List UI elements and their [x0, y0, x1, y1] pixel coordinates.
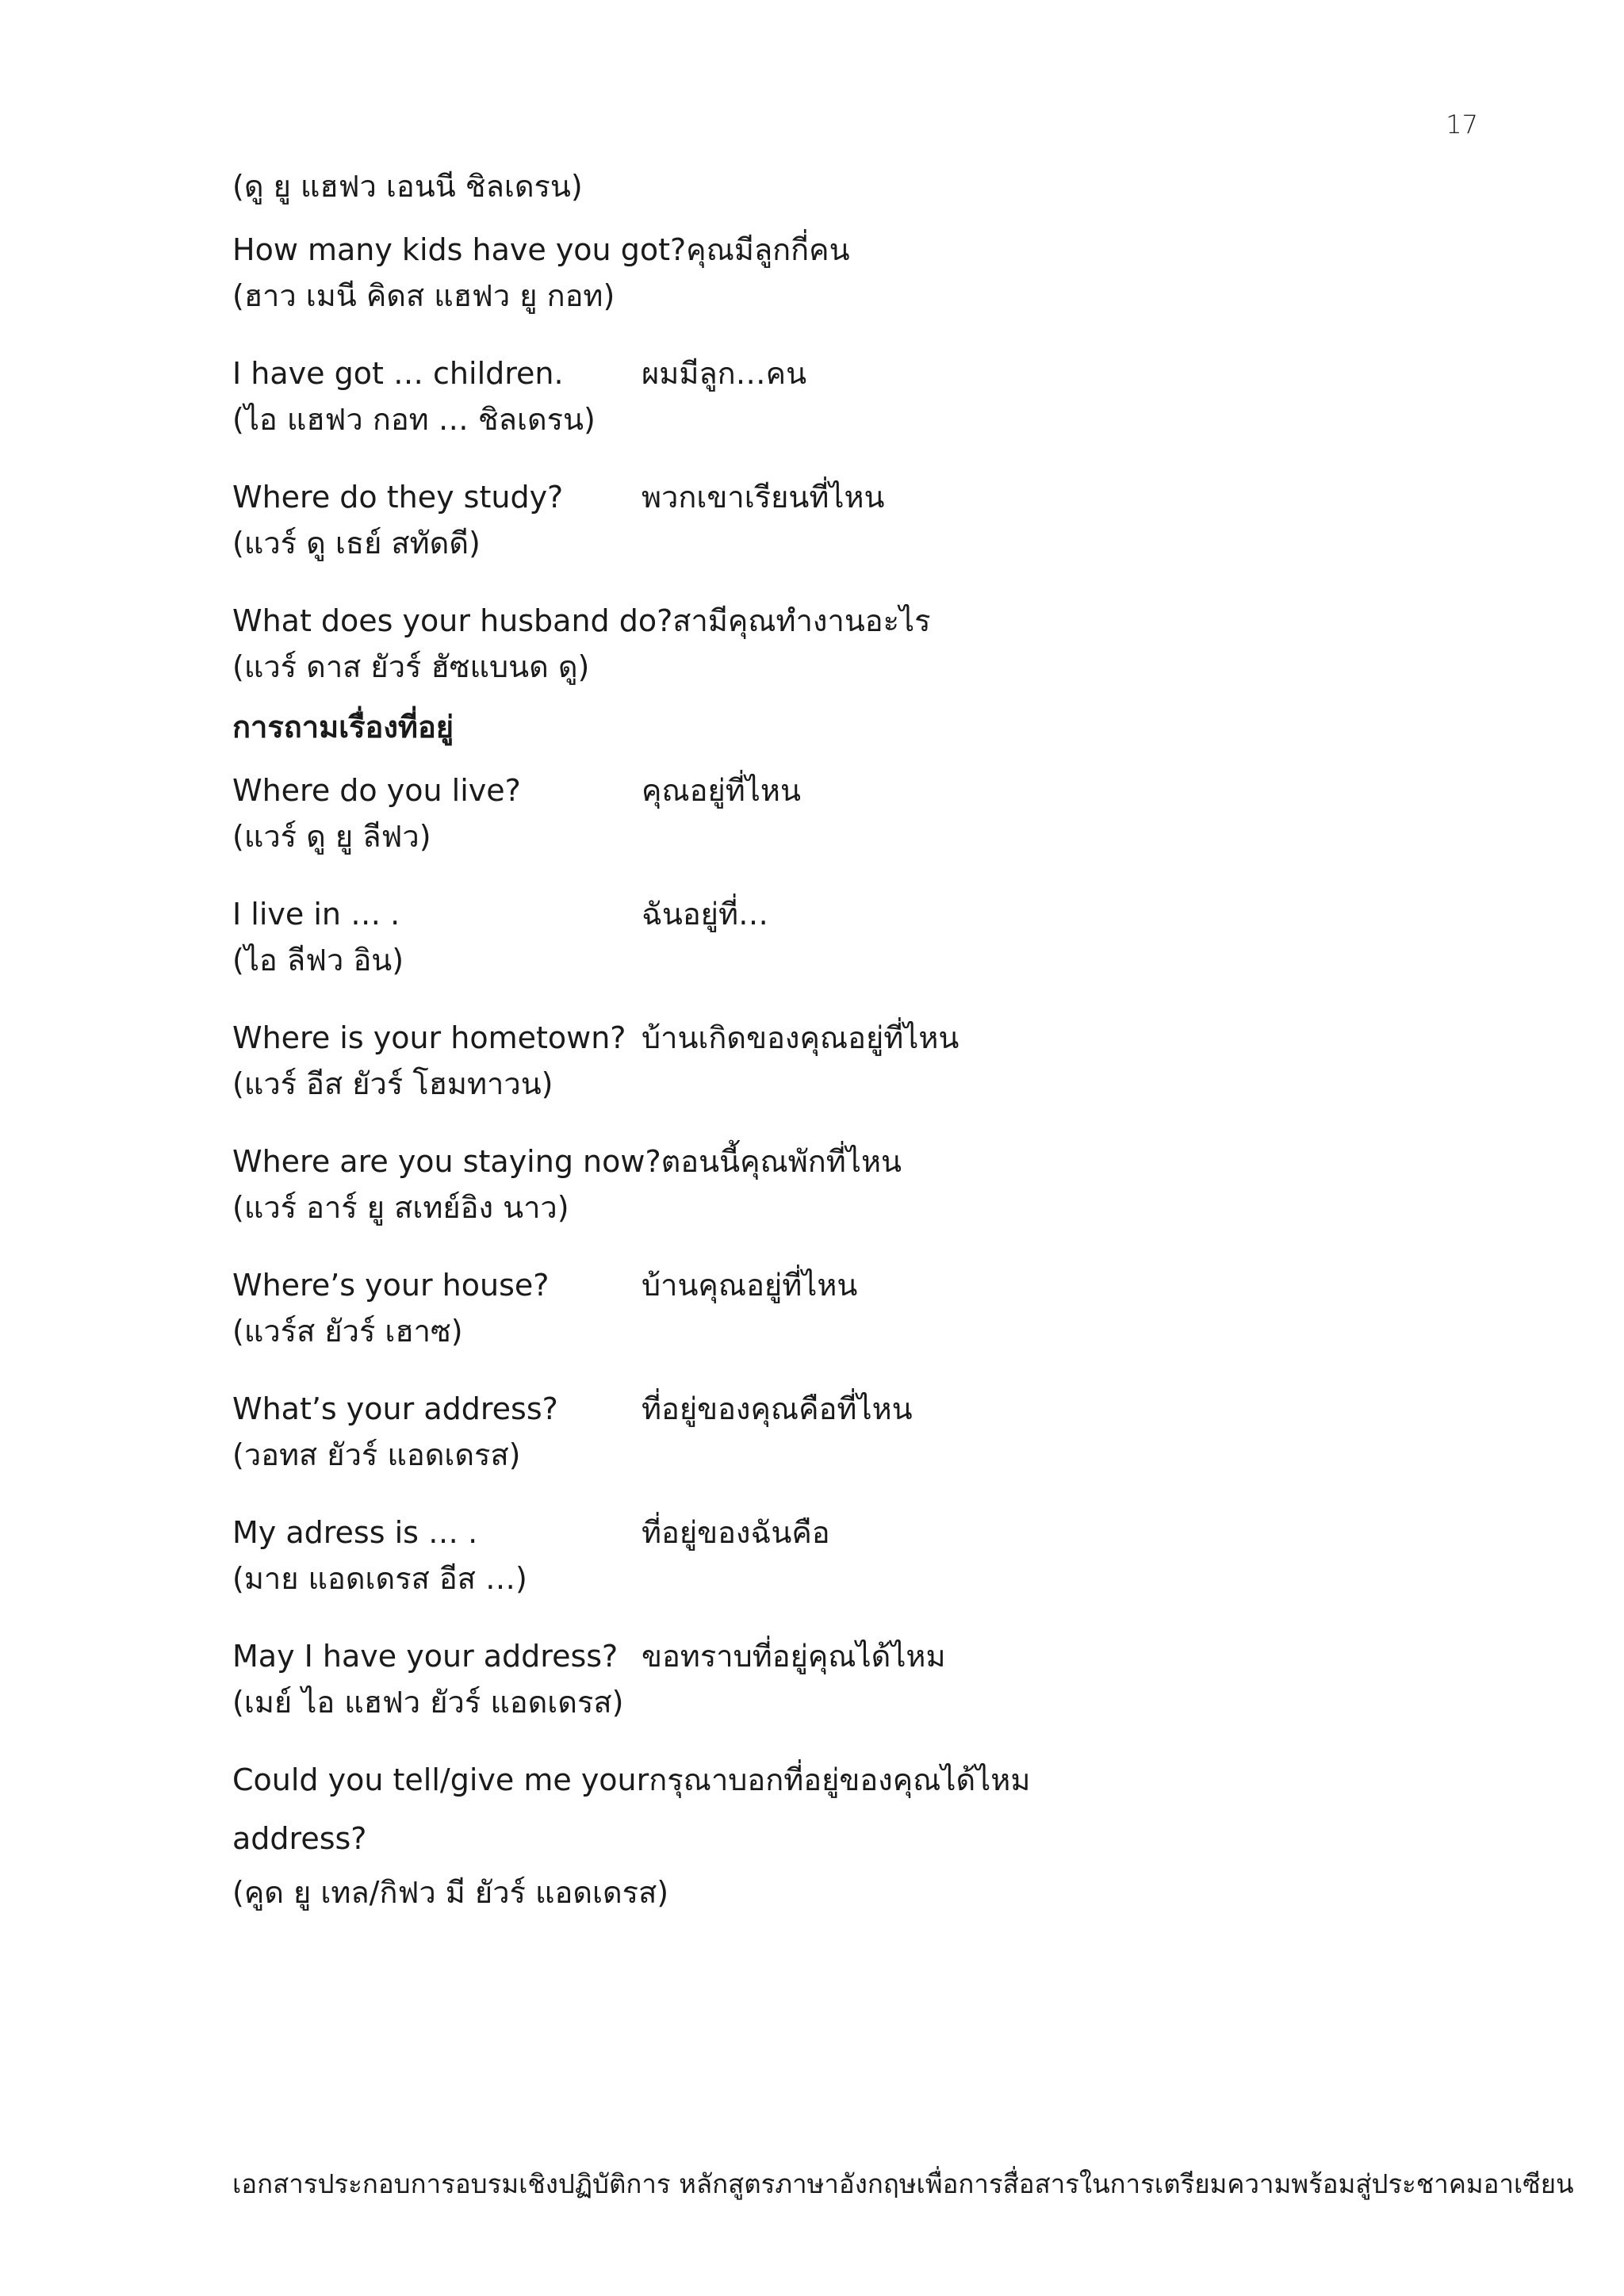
phrase-entry: [232, 1138, 1422, 1230]
thai-translation: พวกเขาเรียนที่ไหน: [642, 480, 885, 515]
phrase-entry: [232, 1510, 1422, 1601]
pronunciation: (ดู ยู แฮฟว เอนนี ชิลเดรน): [232, 169, 583, 204]
phrase-entry: [232, 1262, 1422, 1354]
thai-translation: ตอนนี้คุณพักที่ไหน: [661, 1144, 902, 1179]
phrase-entry: [232, 1015, 1422, 1107]
english-phrase: My adress is … .: [232, 1515, 478, 1550]
pronunciation: (แวร์ ดาส ยัวร์ ฮัซแบนด ดู): [232, 649, 590, 684]
english-phrase: What does your husband do?: [232, 603, 673, 638]
english-phrase: Where do you live?: [232, 773, 521, 808]
phrase-entry: [232, 227, 1422, 319]
thai-translation: ขอทราบที่อยู่คุณได้ไหม: [642, 1639, 946, 1674]
pronunciation: (แวร์ อาร์ ยู สเทย์อิง นาว): [232, 1190, 569, 1225]
phrase-entry: [232, 1757, 1422, 1915]
thai-translation: คุณมีลูกกี่คน: [686, 232, 850, 267]
phrase-entry: [232, 598, 1422, 690]
phrase-entry: [232, 1386, 1422, 1478]
english-phrase: What’s your address?: [232, 1391, 558, 1426]
english-phrase: Where do they study?: [232, 480, 564, 515]
pronunciation: (ไอ ลีฟว อิน): [232, 943, 404, 978]
thai-translation: กรุณาบอกที่อยู่ของคุณได้ไหม: [649, 1762, 1031, 1797]
pronunciation: (มาย แอดเดรส อีส …): [232, 1561, 527, 1596]
english-phrase: I have got … children.: [232, 356, 564, 391]
thai-translation: ผมมีลูก…คน: [642, 356, 807, 391]
english-phrase: Where is your hometown?: [232, 1020, 626, 1055]
thai-translation: บ้านคุณอยู่ที่ไหน: [642, 1268, 858, 1303]
english-phrase: I live in … .: [232, 897, 400, 932]
english-phrase: May I have your address?: [232, 1639, 619, 1674]
phrase-entry: [232, 1633, 1422, 1725]
english-phrase: Where are you staying now?: [232, 1144, 661, 1179]
english-phrase: Where’s your house?: [232, 1268, 550, 1303]
phrase-entry: [232, 474, 1422, 566]
thai-translation: คุณอยู่ที่ไหน: [642, 773, 801, 808]
thai-translation: ที่อยู่ของฉันคือ: [642, 1515, 830, 1550]
thai-translation: ที่อยู่ของคุณคือที่ไหน: [642, 1391, 913, 1426]
english-phrase: Could you tell/give me your: [232, 1762, 649, 1797]
english-phrase: How many kids have you got?: [232, 232, 687, 267]
page-number: 17: [1446, 109, 1478, 140]
phrase-entry: [232, 767, 1422, 859]
phrase-entry: [232, 350, 1422, 442]
pronunciation: (ไอ แฮฟว กอท … ชิลเดรน): [232, 402, 596, 437]
pronunciation: (เมย์ ไอ แฮฟว ยัวร์ แอดเดรส): [232, 1685, 624, 1720]
thai-translation: สามีคุณทำงานอะไร: [672, 603, 931, 638]
pronunciation: (แวร์ ดู ยู ลีฟว): [232, 819, 431, 854]
section-heading: การถามเรื่องที่อยู่: [232, 710, 454, 744]
page-footer: เอกสารประกอบการอบรมเชิงปฏิบัติการ หลักสูตรภาษาอังกฤษเพื่อการสื่อสารในการเตรียมความพร้อมสู่ประชาคมอาเซียน: [232, 2168, 1574, 2199]
phrase-list: [232, 163, 1422, 1947]
pronunciation: (วอทส ยัวร์ แอดเดรส): [232, 1437, 521, 1472]
pronunciation: (ฮาว เมนี คิดส แฮฟว ยู กอท): [232, 278, 615, 313]
phrase-entry: [232, 891, 1422, 983]
pronunciation: (แวร์ อีส ยัวร์ โฮมทาวน): [232, 1066, 553, 1101]
thai-translation: ฉันอยู่ที่…: [642, 897, 768, 932]
pronunciation: (แวร์ส ยัวร์ เฮาซ): [232, 1314, 463, 1349]
pronunciation: (คูด ยู เทล/กิฟว มี ยัวร์ แอดเดรส): [232, 1875, 669, 1910]
thai-translation: บ้านเกิดของคุณอยู่ที่ไหน: [642, 1020, 959, 1055]
pronunciation: (แวร์ ดู เธย์ สทัดดี): [232, 526, 481, 561]
english-phrase-continued: address?: [232, 1821, 367, 1856]
